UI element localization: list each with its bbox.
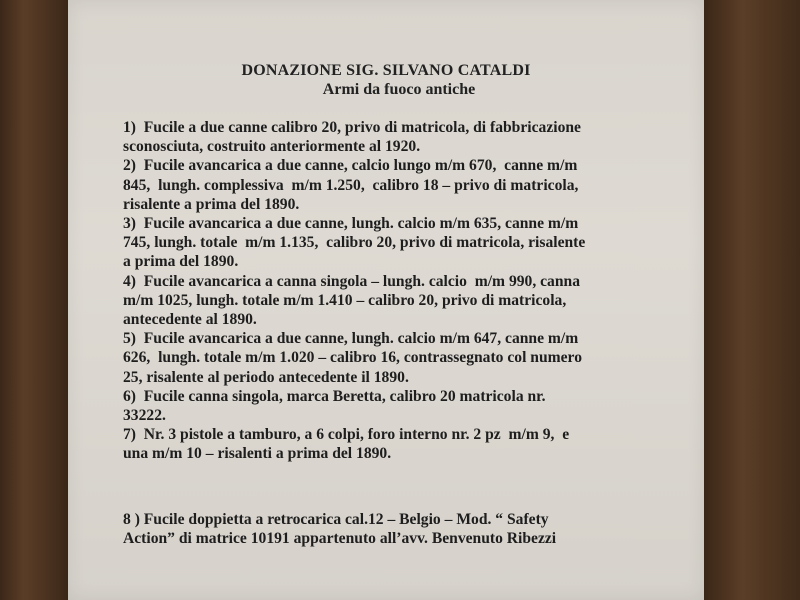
item-line: 7) Nr. 3 pistole a tamburo, a 6 colpi, foro interno nr. 2 pz m/m 9, e <box>123 426 570 444</box>
wood-background-right <box>704 0 800 600</box>
notice-title: DONAZIONE SIG. SILVANO CATALDI <box>241 62 531 79</box>
item-line: 4) Fucile avancarica a canna singola – lungh. calcio m/m 990, canna <box>123 272 580 290</box>
item-line: sconosciuta, costruito anteriormente al 1920. <box>123 138 421 156</box>
list-item <box>123 425 683 463</box>
item-line: 626, lungh. totale m/m 1.020 – calibro 16, contrassegnato col numero <box>123 349 582 367</box>
item-line: 6) Fucile canna singola, marca Beretta, calibro 20 matricola nr. <box>123 387 546 405</box>
item-line: 1) Fucile a due canne calibro 20, privo di matricola, di fabbricazione <box>123 119 581 136</box>
item-line: 2) Fucile avancarica a due canne, calcio lungo m/m 670, canne m/m <box>123 157 578 175</box>
item-line: m/m 1025, lungh. totale m/m 1.410 – calibro 20, privo di matricola, <box>123 291 567 309</box>
list-item <box>123 272 683 330</box>
item-line: 8 ) Fucile doppietta a retrocarica cal.12 – Belgio – Mod. “ Safety <box>123 511 549 528</box>
list-item <box>123 156 683 214</box>
item-line: 845, lungh. complessiva m/m 1.250, calibro 18 – privo di matricola, <box>123 176 579 194</box>
item-line: una m/m 10 – risalenti a prima del 1890. <box>123 445 392 463</box>
item-list <box>123 118 683 464</box>
list-item <box>123 118 683 156</box>
item-line: a prima del 1890. <box>123 253 239 271</box>
list-item-donation <box>123 510 683 548</box>
list-item <box>123 387 683 425</box>
notice-subtitle: Armi da fuoco antiche <box>322 81 476 98</box>
item-line: antecedente al 1890. <box>123 311 257 329</box>
item-line: risalente a prima del 1890. <box>123 195 300 213</box>
item-line: 3) Fucile avancarica a due canne, lungh. calcio m/m 635, canne m/m <box>123 215 579 233</box>
item-line: Action” di matrice 10191 appartenuto all’avv. Benvenuto Ribezzi <box>123 530 557 548</box>
list-item <box>123 214 683 272</box>
item-line: 25, risalente al periodo antecedente il 1890. <box>123 368 409 386</box>
notice-header <box>68 62 704 99</box>
item-line: 5) Fucile avancarica a due canne, lungh. calcio m/m 647, canne m/m <box>123 330 579 348</box>
item-line: 745, lungh. totale m/m 1.135, calibro 20, privo di matricola, risalente <box>123 234 586 252</box>
item-line: 33222. <box>123 407 166 425</box>
wood-background-left <box>0 0 68 600</box>
list-item <box>123 329 683 387</box>
